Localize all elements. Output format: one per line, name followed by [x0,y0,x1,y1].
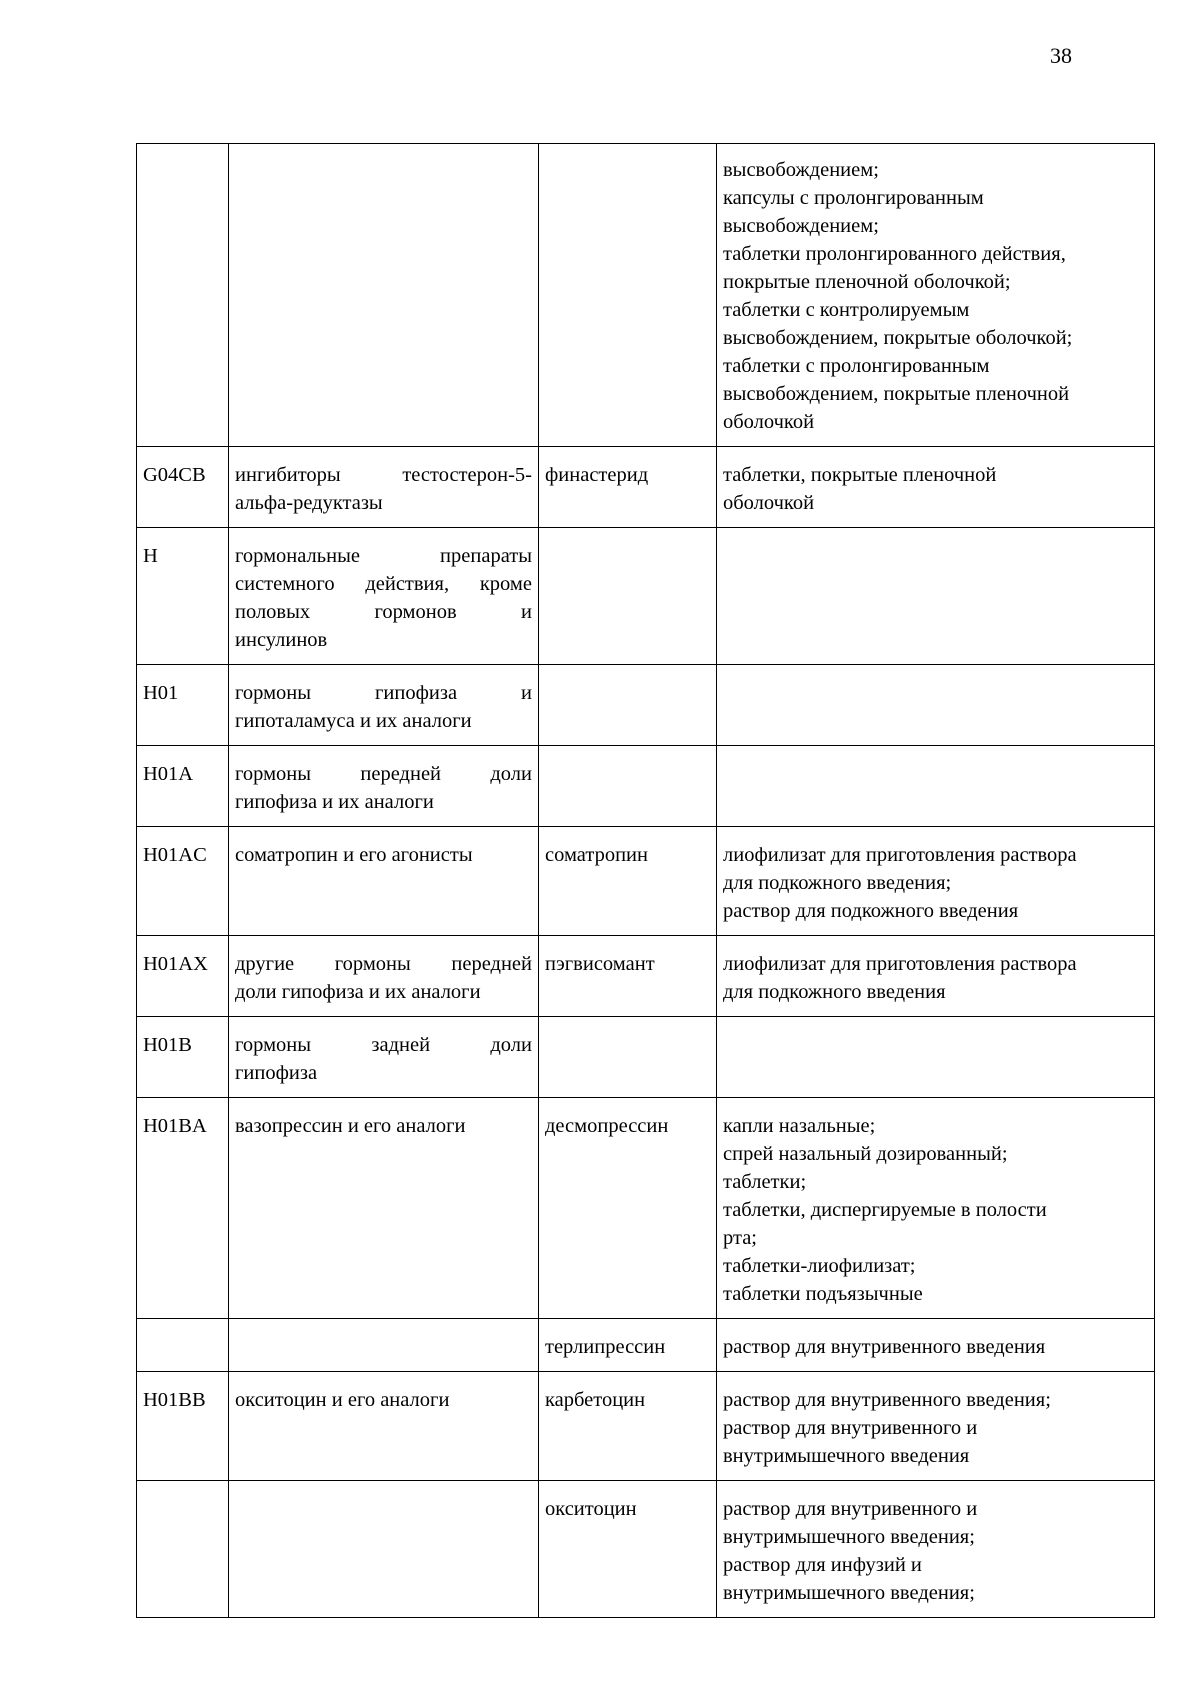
drug-name-cell [539,144,717,447]
dosage-form-line: высвобождением, покрытые оболочкой; [723,327,1073,349]
dosage-form-line: лиофилизат для приготовления раствора [723,844,1077,866]
atc-code-cell: G04CB [137,447,229,528]
table-row [137,1319,1155,1372]
dosage-form-line: капсулы с пролонгированным [723,187,984,209]
dosage-forms-cell [717,936,1155,1017]
group-name-cell [229,528,539,665]
atc-code-cell: H01AC [137,827,229,936]
table-row [137,936,1155,1017]
dosage-form-line: таблетки; [723,1171,807,1193]
dosage-forms-cell [717,447,1155,528]
dosage-form-line: покрытые пленочной оболочкой; [723,271,1011,293]
atc-code-cell [137,144,229,447]
dosage-form-line: таблетки, диспергируемые в полости [723,1199,1047,1221]
group-name-cell [229,1098,539,1319]
group-name-cell [229,827,539,936]
dosage-forms-cell [717,144,1155,447]
dosage-form-line: раствор для внутривенного и [723,1417,978,1439]
dosage-form-line: внутримышечного введения; [723,1582,975,1604]
dosage-forms-cell [717,528,1155,665]
dosage-forms-cell [717,1319,1155,1372]
drug-name-cell: десмопрессин [539,1098,717,1319]
dosage-forms-cell [717,665,1155,746]
dosage-forms-cell [717,1098,1155,1319]
drug-classification-table [136,143,1155,1618]
atc-code-cell [137,1481,229,1618]
group-name-line: гормоны задней доли [235,1034,532,1056]
drug-name-cell: финастерид [539,447,717,528]
group-name-cell [229,447,539,528]
dosage-form-line: лиофилизат для приготовления раствора [723,953,1077,975]
dosage-form-line: раствор для внутривенного и [723,1498,978,1520]
table-row [137,1017,1155,1098]
atc-code-cell: H01B [137,1017,229,1098]
table-row [137,144,1155,447]
group-name-cell [229,1372,539,1481]
dosage-form-line: капли назальные; [723,1115,876,1137]
table-row [137,1372,1155,1481]
dosage-form-line: оболочкой [723,492,815,514]
atc-code-cell: H01AX [137,936,229,1017]
drug-name-cell: терлипрессин [539,1319,717,1372]
dosage-form-line: раствор для внутривенного введения; [723,1389,1051,1411]
drug-name-cell: соматропин [539,827,717,936]
group-name-line: другие гормоны передней [235,953,532,975]
page-number: 38 [1050,43,1072,68]
dosage-form-line: таблетки-лиофилизат; [723,1255,916,1277]
group-name-line: вазопрессин и его аналоги [235,1115,466,1137]
dosage-form-line: высвобождением; [723,215,879,237]
drug-name-cell [539,1017,717,1098]
dosage-form-line: высвобождением; [723,159,879,181]
table-row [137,665,1155,746]
dosage-forms-cell [717,1017,1155,1098]
group-name-cell [229,936,539,1017]
group-name-line: соматропин и его агонисты [235,844,473,866]
dosage-form-line: для подкожного введения [723,981,946,1003]
group-name-line: гормоны гипофиза и [235,682,532,704]
drug-name-cell: пэгвисомант [539,936,717,1017]
atc-code-cell: H [137,528,229,665]
group-name-line: системного действия, кроме [235,573,532,595]
group-name-line: инсулинов [235,629,328,651]
dosage-form-line: таблетки подъязычные [723,1283,923,1305]
group-name-line: гормональные препараты [235,545,532,567]
group-name-line: альфа-редуктазы [235,492,383,514]
atc-code-cell: H01BA [137,1098,229,1319]
dosage-forms-cell [717,1372,1155,1481]
table-row [137,827,1155,936]
group-name-line: гипофиза и их аналоги [235,791,434,813]
table-row [137,1481,1155,1618]
group-name-line: окситоцин и его аналоги [235,1389,450,1411]
dosage-form-line: раствор для инфузий и [723,1554,922,1576]
dosage-form-line: таблетки с контролируемым [723,299,970,321]
atc-code-cell: H01A [137,746,229,827]
group-name-cell [229,144,539,447]
dosage-forms-cell [717,1481,1155,1618]
group-name-line: половых гормонов и [235,601,532,623]
drug-name-cell [539,746,717,827]
dosage-form-line: для подкожного введения; [723,872,952,894]
dosage-form-line: внутримышечного введения [723,1445,970,1467]
table-row [137,447,1155,528]
drug-name-cell [539,665,717,746]
dosage-forms-cell [717,827,1155,936]
group-name-cell [229,746,539,827]
table-row [137,1098,1155,1319]
drug-name-cell [539,528,717,665]
dosage-form-line: раствор для подкожного введения [723,900,1019,922]
dosage-form-line: внутримышечного введения; [723,1526,975,1548]
atc-code-cell: H01 [137,665,229,746]
dosage-form-line: таблетки пролонгированного действия, [723,243,1066,265]
dosage-form-line: оболочкой [723,411,815,433]
atc-code-cell: H01BB [137,1372,229,1481]
group-name-cell [229,665,539,746]
group-name-cell [229,1017,539,1098]
group-name-line: ингибиторы тестостерон-5- [235,464,532,486]
group-name-line: доли гипофиза и их аналоги [235,981,481,1003]
dosage-form-line: таблетки с пролонгированным [723,355,990,377]
group-name-cell [229,1481,539,1618]
dosage-form-line: спрей назальный дозированный; [723,1143,1008,1165]
dosage-form-line: рта; [723,1227,757,1249]
dosage-form-line: высвобождением, покрытые пленочной [723,383,1070,405]
drug-name-cell: карбетоцин [539,1372,717,1481]
group-name-line: гормоны передней доли [235,763,532,785]
group-name-line: гипоталамуса и их аналоги [235,710,472,732]
dosage-forms-cell [717,746,1155,827]
dosage-form-line: таблетки, покрытые пленочной [723,464,997,486]
atc-code-cell [137,1319,229,1372]
table-row [137,746,1155,827]
table-row [137,528,1155,665]
drug-name-cell: окситоцин [539,1481,717,1618]
group-name-cell [229,1319,539,1372]
group-name-line: гипофиза [235,1062,318,1084]
dosage-form-line: раствор для внутривенного введения [723,1336,1046,1358]
